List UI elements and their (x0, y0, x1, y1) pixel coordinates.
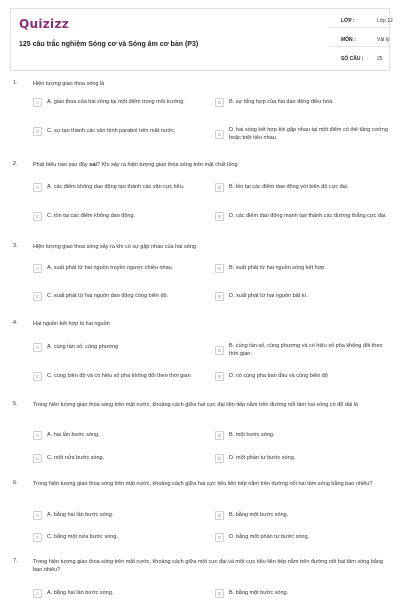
option-a[interactable] (33, 343, 213, 352)
option-text: B. cùng tần số, cùng phương và có hiệu số pha không đổi theo thời gian. (229, 343, 383, 357)
meta-row-class (329, 11, 391, 28)
meta-row-subject (329, 30, 391, 47)
option-c[interactable] (33, 127, 213, 136)
option-letter-box: D (215, 533, 224, 542)
meta-row-count (329, 49, 391, 66)
option-letter-box: C (33, 372, 42, 381)
option-b[interactable] (215, 98, 390, 107)
question-emphasis: sai (89, 162, 97, 168)
option-letter-box: A (33, 183, 42, 192)
option-letter-box: D (215, 130, 224, 139)
option-letter-box: C (33, 454, 42, 463)
question-number: 3. (13, 243, 18, 249)
option-letter-box: A (33, 431, 42, 440)
option-text: A. hai lần bước sóng. (47, 431, 100, 438)
worksheet-header (10, 8, 393, 71)
meta-label: SỐ CÂU : (341, 56, 364, 62)
option-letter-box: B (215, 346, 224, 355)
option-letter-box: B (215, 183, 224, 192)
option-text: D. xuất phát từ hai nguồn bất kì. (229, 292, 308, 299)
option-text: C. bằng một nửa bước sóng. (47, 533, 118, 540)
option-a[interactable] (33, 431, 213, 440)
question-text: Trong hiện tượng giao thoa sóng trên mặt nước, khoảng cách giữa hai cực đại liên tiếp nằm trên đường nối tâm hai sóng có độ dài là (33, 402, 358, 408)
question-text (33, 161, 388, 169)
option-text: B. bằng một bước sóng. (229, 511, 289, 518)
option-d[interactable] (215, 127, 390, 142)
option-letter-box: A (33, 511, 42, 520)
option-a[interactable] (33, 98, 213, 107)
option-b[interactable] (215, 431, 390, 440)
option-letter-box: B (215, 511, 224, 520)
option-text: B. bằng một bước sóng. (229, 589, 289, 596)
option-letter-box: A (33, 589, 42, 598)
question-text: Trong hiện tượng giao thoa sóng trên mặt nước, khoảng cách giữa một cực đại và một cực tiểu liên tiếp nằm trên đường nối hai tâm sóng bằng bao nhiêu? (33, 559, 384, 573)
option-b[interactable] (215, 511, 390, 520)
question-number: 4. (13, 320, 18, 326)
option-letter-box: C (33, 292, 42, 301)
worksheet-title: 125 câu trắc nghiệm Sóng cơ và Sóng âm cơ bản (P3) (19, 41, 199, 48)
option-text: A. bằng hai lần bước sóng. (47, 589, 114, 596)
question-number: 7. (13, 558, 18, 564)
option-b[interactable] (215, 264, 390, 273)
option-letter-box: D (215, 212, 224, 221)
question-number: 5. (13, 401, 18, 407)
option-b[interactable] (215, 183, 390, 192)
question-text: Hiện tượng giao thoa sóng là (33, 81, 105, 87)
option-d[interactable] (215, 372, 390, 381)
option-text: A. các điểm không dao động tạo thành các vân cực tiểu. (47, 183, 185, 190)
option-letter-box: B (215, 264, 224, 273)
option-c[interactable] (33, 212, 213, 221)
meta-label: MÔN : (341, 37, 356, 43)
option-text: C. xuất phát từ hai nguồn dao động cùng biên độ. (47, 292, 169, 299)
option-a[interactable] (33, 264, 213, 273)
question-text: Hiện tượng giao thoa sóng xảy ra khi có sự gặp nhau của hai sóng (33, 244, 196, 250)
option-d[interactable] (215, 533, 390, 542)
option-a[interactable] (33, 183, 213, 192)
option-letter-box: B (215, 431, 224, 440)
option-d[interactable] (215, 212, 390, 221)
option-a[interactable] (33, 511, 213, 520)
option-text: A. giao thoa của hai sóng tại một điểm trong môi trường. (47, 98, 185, 105)
option-letter-box: B (215, 589, 224, 598)
question-number: 1. (13, 80, 18, 86)
option-letter-box: B (215, 98, 224, 107)
option-c[interactable] (33, 454, 213, 463)
question-text-part: ? Khi xảy ra hiện tượng giao thoa sóng trên mặt chất lỏng (96, 162, 238, 168)
option-letter-box: D (215, 372, 224, 381)
option-text: B. xuất phát từ hai nguồn sóng kết hợp. (229, 264, 326, 271)
question-number: 2. (13, 161, 18, 167)
option-text: A. cùng tần số, cùng phương (47, 343, 119, 350)
option-letter-box: D (215, 292, 224, 301)
option-text: A. bằng hai lần bước sóng. (47, 511, 114, 518)
option-text: D. bằng một phần tư bước sóng. (229, 533, 310, 540)
option-text: C. một nửa bước sóng. (47, 454, 105, 461)
option-text: B. một bước sóng. (229, 431, 275, 438)
option-letter-box: A (33, 264, 42, 273)
option-c[interactable] (33, 372, 213, 381)
quizizz-logo: Quizizz (19, 17, 70, 31)
option-text: C. cùng biên độ và có hiệu số pha không đổi theo thời gian (47, 372, 191, 379)
option-b[interactable] (215, 343, 390, 358)
option-text: D. hai sóng kết hợp khi gặp nhau tại một điểm có thể tăng cường hoặc triệt tiêu nhau. (229, 127, 388, 141)
question-text: Hai nguồn kết hợp là hai nguồn (33, 321, 110, 327)
option-letter-box: A (33, 343, 42, 352)
option-text: C. sự tạo thành các vân hình parabol trên mặt nước. (47, 127, 176, 134)
meta-label: LỚP : (341, 18, 355, 24)
question-text: Trong hiện tượng giao thoa sóng trên mặt nước, khoảng cách giữa hai cực tiểu liên tiếp nằm trên đường nối hai tâm sóng bằng bao nhiêu? (33, 481, 373, 487)
option-letter-box: C (33, 533, 42, 542)
option-d[interactable] (215, 454, 390, 463)
option-text: D. có cùng pha ban đầu và cùng biên độ (229, 372, 328, 379)
meta-value: 25 (377, 56, 383, 62)
question-number: 6. (13, 480, 18, 486)
option-d[interactable] (215, 292, 390, 301)
option-letter-box: C (33, 212, 42, 221)
option-c[interactable] (33, 292, 213, 301)
option-c[interactable] (33, 533, 213, 542)
option-letter-box: D (215, 454, 224, 463)
option-text: C. tồn tại các điểm không dao động. (47, 212, 136, 219)
option-text: D. một phần tư bước sóng. (229, 454, 296, 461)
option-text: B. tồn tại các điểm dao động với biên độ cực đại. (229, 183, 349, 190)
option-a[interactable] (33, 589, 213, 598)
option-b[interactable] (215, 589, 390, 598)
option-text: B. sự tổng hợp của hai dao động điều hoà. (229, 98, 334, 105)
meta-value: Vật lý (377, 37, 390, 43)
meta-value: Lớp 12 (377, 18, 393, 24)
meta-panel (329, 9, 391, 70)
option-text: D. các điểm dao động mạnh tạo thành các đường thẳng cực đại. (229, 212, 387, 219)
option-letter-box: C (33, 127, 42, 136)
option-letter-box: A (33, 98, 42, 107)
question-text-part: Phát biểu nào sau đây (33, 162, 90, 168)
option-text: A. xuất phát từ hai nguồn truyền ngược chiều nhau. (47, 264, 174, 271)
